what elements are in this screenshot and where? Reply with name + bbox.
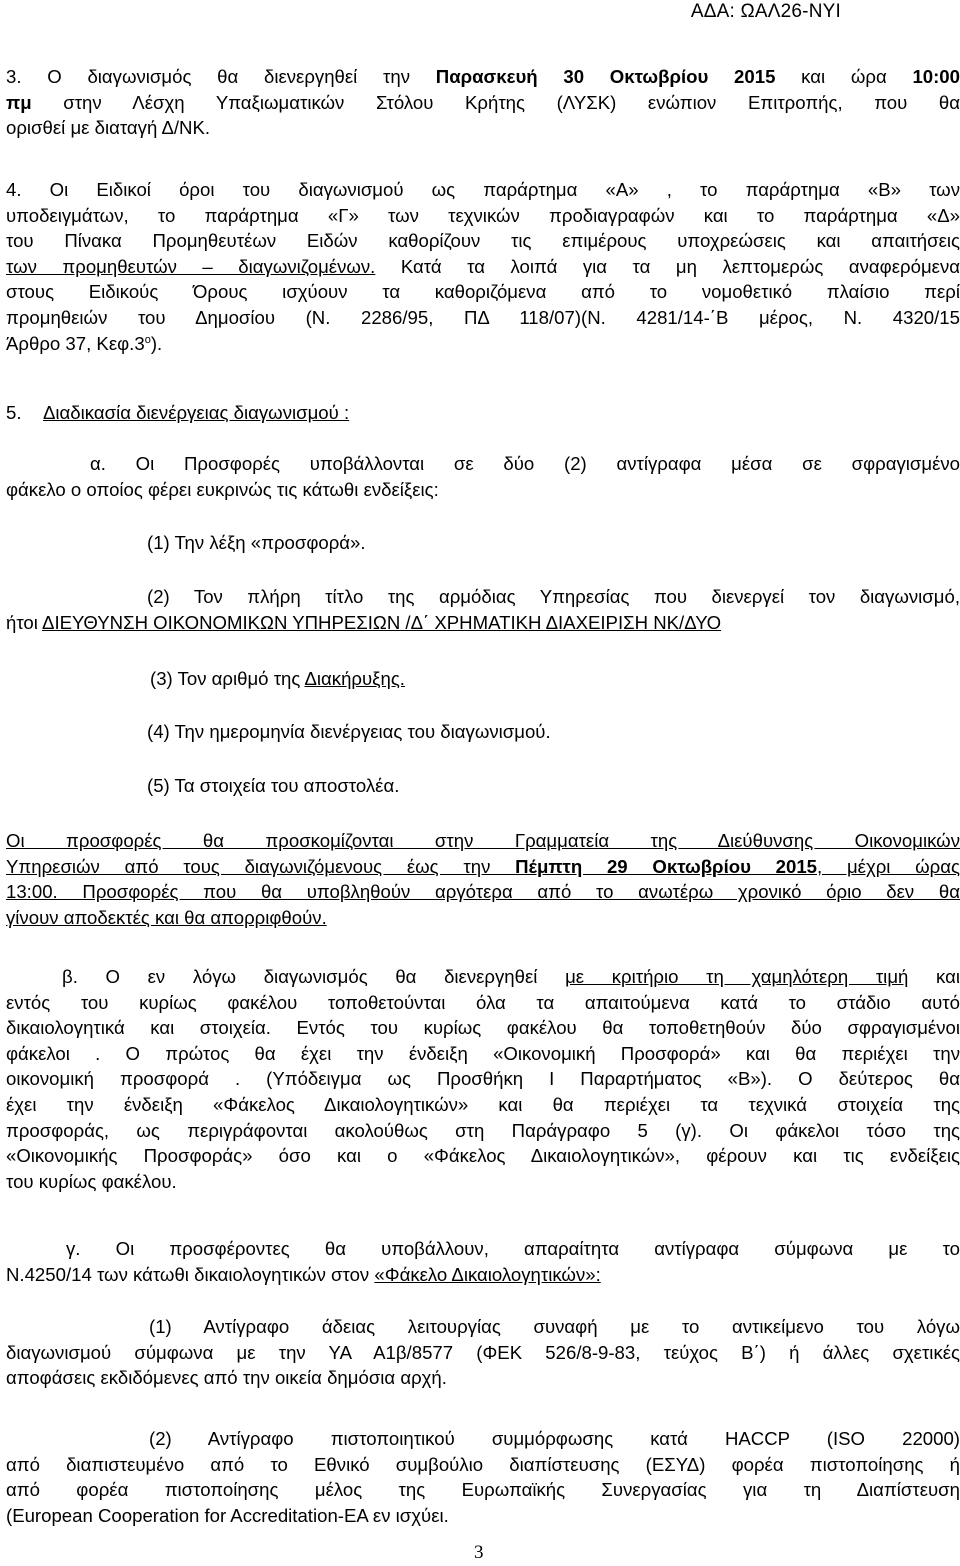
paragraph-3 bbox=[6, 64, 960, 141]
pg-line-2: Ν.4250/14 των κάτωθι δικαιολογητικών στον «Φάκελο Δικαιολογητικών»: bbox=[6, 1263, 601, 1285]
pb-line-6: έχει την ένδειξη «Φάκελος Δικαιολογητικών» και θα περιέχει τα τεχνικά στοιχεία της bbox=[6, 1093, 960, 1115]
paragraph-alpha bbox=[6, 451, 960, 502]
p4-line-5: στους Ειδικούς Όρους ισχύουν τα καθοριζόμενα από το νομοθετικό πλαίσιο περί bbox=[6, 281, 960, 303]
pg-item-1-line-3: αποφάσεις εκδιδόμενες από την οικεία δημόσια αρχή. bbox=[6, 1367, 447, 1389]
submission-line-1: Οι προσφορές θα προσκομίζονται στην Γραμματεία της Διεύθυνσης Οικονομικών bbox=[6, 830, 960, 851]
page-number: 3 bbox=[474, 1542, 484, 1563]
pa-item-3: (3) Τον αριθμό της Διακήρυξης. bbox=[150, 668, 405, 689]
pg-item-2 bbox=[6, 1426, 960, 1528]
pa-item-2-line-1: (2) Τον πλήρη τίτλο της αρμόδιας Υπηρεσίας που διενεργεί τον διαγωνισμό, bbox=[147, 586, 960, 607]
p3-line-3: ορισθεί με διαταγή Δ/ΝΚ. bbox=[6, 117, 211, 139]
pa-item-1: (1) Την λέξη «προσφορά». bbox=[147, 532, 366, 553]
pa-item-2-line-2: ήτοι ΔΙΕΥΘΥΝΣΗ ΟΙΚΟΝΟΜΙΚΩΝ ΥΠΗΡΕΣΙΩΝ /Δ΄ ΧΡΗΜΑΤΙΚΗ ΔΙΑΧΕΙΡΙΣΗ ΝΚ/ΔΥΟ bbox=[6, 611, 722, 633]
paragraph-gamma bbox=[6, 1236, 960, 1287]
pg-item-2-line-4: (European Cooperation for Accreditation-EA εν ισχύει. bbox=[6, 1504, 449, 1526]
pg-item-2-line-3: από φορέα πιστοποίησης μέλος της Ευρωπαϊκής Συνεργασίας για τη Διαπίστευση bbox=[6, 1479, 960, 1501]
p4-line-7: Άρθρο 37, $K\varepsilon\varphi.3^o$). bbox=[6, 332, 163, 354]
paragraph-beta bbox=[6, 964, 960, 1194]
section-5-number: 5. bbox=[6, 402, 22, 423]
submission-notice bbox=[6, 828, 960, 930]
pa-line-1: α. Οι Προσφορές υποβάλλονται σε δύο (2) αντίγραφα μέσα σε σφραγισμένο bbox=[90, 453, 960, 474]
pb-line-5: οικονομική προσφορά . (Υπόδειγμα ως Προσθήκη Ι Παραρτήματος «Β»). Ο δεύτερος θα bbox=[6, 1068, 960, 1090]
pb-line-8: «Οικονομικής Προσφοράς» όσο και ο «Φάκελος Δικαιολογητικών», φέρουν και τις ενδείξεις bbox=[6, 1145, 960, 1167]
p4-line-3: του Πίνακα Προμηθευτέων Ειδών καθορίζουν τις επιμέρους υποχρεώσεις και απαιτήσεις bbox=[6, 230, 960, 252]
pg-line-1: γ. Οι προσφέροντες θα υποβάλλουν, απαραίτητα αντίγραφα σύμφωνα με το bbox=[66, 1238, 960, 1259]
submission-line-2: Υπηρεσιών από τους διαγωνιζόμενους έως την Πέμπτη 29 Οκτωβρίου 2015, μέχρι ώρας bbox=[6, 855, 960, 877]
pb-line-7: προσφοράς, ως περιγράφονται ακολούθως στη Παράγραφο 5 (γ). Οι φάκελοι τόσο της bbox=[6, 1119, 960, 1141]
pa-item-2 bbox=[6, 584, 960, 635]
pb-line-1: β. Ο εν λόγω διαγωνισμός θα διενεργηθεί με κριτήριο τη χαμηλότερη τιμή και bbox=[62, 966, 960, 987]
p3-line-2: πμ στην Λέσχη Υπαξιωματικών Στόλου Κρήτης (ΛΥΣΚ) ενώπιον Επιτροπής, που θα bbox=[6, 91, 960, 113]
ada-code: ΑΔΑ: ΩΑΛ26-ΝΥΙ bbox=[690, 1, 841, 22]
pb-line-3: δικαιολογητικά και στοιχεία. Εντός του κυρίως φακέλου θα τοποθετηθούν δύο σφραγισμένοι bbox=[6, 1017, 960, 1039]
pg-item-1-line-2: διαγωνισμού σύμφωνα με την ΥΑ Α1β/8577 (ΦΕΚ 526/8-9-83, τεύχος Β΄) ή άλλες σχετικές bbox=[6, 1341, 960, 1363]
pb-line-4: φάκελοι . Ο πρώτος θα έχει την ένδειξη «Οικονομική Προσφορά» και θα περιέχει την bbox=[6, 1042, 960, 1064]
pg-item-2-line-2: από διαπιστευμένο από το Εθνικό συμβούλιο διαπίστευσης (ΕΣΥΔ) φορέα πιστοποίησης ή bbox=[6, 1453, 960, 1475]
pb-line-2: εντός του κυρίως φακέλου τοποθετούνται όλα τα απαιτούμενα κατά το στάδιο αυτό bbox=[6, 991, 960, 1013]
paragraph-4 bbox=[6, 177, 960, 356]
pb-line-9: του κυρίως φακέλου. bbox=[6, 1170, 177, 1192]
pa-item-5: (5) Τα στοιχεία του αποστολέα. bbox=[147, 775, 400, 796]
p4-line-2: υποδειγμάτων, το παράρτημα «Γ» των τεχνικών προδιαγραφών και το παράρτημα «Δ» bbox=[6, 204, 960, 226]
submission-line-3: 13:00. Προσφορές που θα υποβληθούν αργότερα από το ανωτέρω χρονικό όριο δεν θα bbox=[6, 881, 960, 903]
pg-item-1-line-1: (1) Αντίγραφο άδειας λειτουργίας συναφή με το αντικείμενο του λόγω bbox=[149, 1316, 960, 1337]
submission-line-4: γίνουν αποδεκτές και θα απορριφθούν. bbox=[6, 906, 327, 928]
section-5-title: Διαδικασία διενέργειας διαγωνισμού : bbox=[43, 402, 350, 423]
p4-line-1: 4. Οι Ειδικοί όροι του διαγωνισμού ως παράρτημα «Α» , το παράρτημα «Β» των bbox=[6, 179, 960, 200]
pg-item-1 bbox=[6, 1314, 960, 1391]
pg-item-2-line-1: (2) Αντίγραφο πιστοποιητικού συμμόρφωσης κατά HACCP (ISO 22000) bbox=[149, 1428, 960, 1449]
p4-line-6: προμηθειών του Δημοσίου (Ν. 2286/95, ΠΔ 118/07)(Ν. 4281/14-΄Β μέρος, Ν. 4320/15 bbox=[6, 306, 960, 328]
pa-line-2: φάκελο ο οποίος φέρει ευκρινώς τις κάτωθι ενδείξεις: bbox=[6, 478, 439, 500]
pa-item-4: (4) Την ημερομηνία διενέργειας του διαγωνισμού. bbox=[147, 721, 551, 742]
p4-line-4: των προμηθευτών – διαγωνιζομένων. Κατά τα λοιπά για τα μη λεπτομερώς αναφερόμενα bbox=[6, 255, 960, 277]
p3-line-1: 3. Ο διαγωνισμός θα διενεργηθεί την Παρασκευή 30 Οκτωβρίου 2015 και ώρα 10:00 bbox=[6, 66, 960, 87]
